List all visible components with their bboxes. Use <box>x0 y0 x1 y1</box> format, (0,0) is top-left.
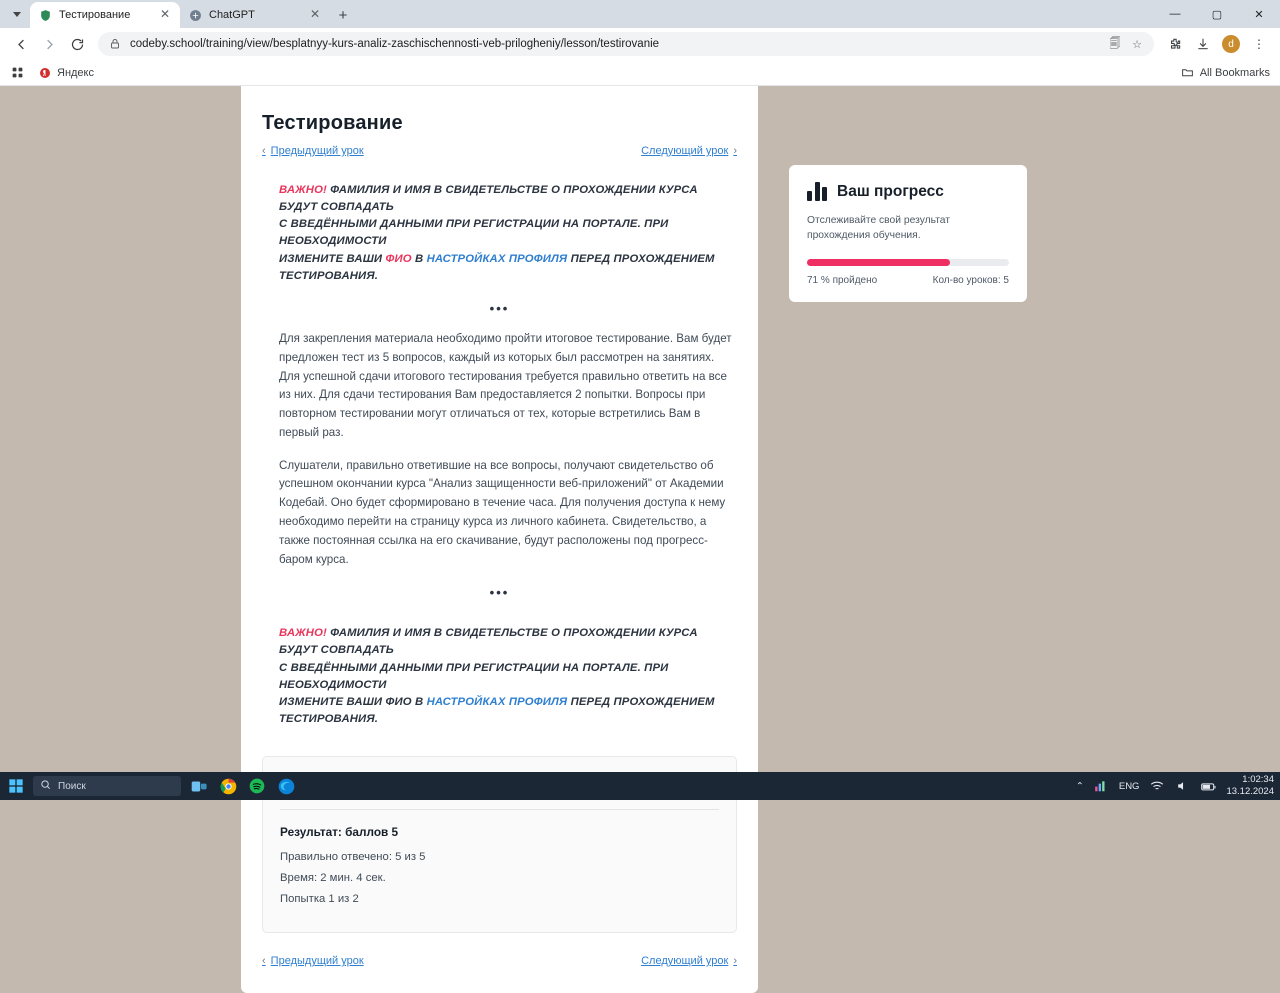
maximize-button[interactable]: ▢ <box>1211 8 1223 21</box>
chevron-left-icon: ‹ <box>262 955 266 968</box>
avatar: d <box>1222 35 1240 53</box>
lesson-paragraph-1: Для закрепления материала необходимо пройти итоговое тестирование. Вам будет предложен тест из 5 вопросов, каждый из которых был рассмотрен на занятиях. Для успешной сдачи итогового тестирования требуется правильно ответить на все из них. Для сдачи тестирования Вам предоставляется 2 попытки. Вопросы при повторном тестировании могут отличаться от тех, которые встретились Вам в первый раз. <box>279 331 732 439</box>
tab-search-button[interactable] <box>4 0 30 28</box>
taskbar-search-placeholder: Поиск <box>58 780 86 792</box>
prev-lesson-label-bottom: Предыдущий урок <box>270 955 364 968</box>
chatgpt-icon <box>188 8 202 22</box>
yandex-icon <box>38 66 52 80</box>
browser-tab-1-title: Тестирование <box>59 9 131 21</box>
progress-card-title: Ваш прогресс <box>837 182 944 200</box>
notice-line3-pre: ИЗМЕНИТЕ ВАШИ <box>279 252 386 265</box>
volume-icon[interactable] <box>1174 778 1191 795</box>
page-title: Тестирование <box>262 112 403 134</box>
notice-fio: ФИО <box>385 252 412 265</box>
progress-lessons-label: Кол-во уроков: 5 <box>932 274 1009 286</box>
lesson-nav-top <box>262 145 737 157</box>
chrome-icon[interactable] <box>217 775 239 797</box>
back-button[interactable] <box>8 31 34 57</box>
stats-icon[interactable] <box>1093 778 1110 795</box>
notice-line1: ФАМИЛИЯ И ИМЯ В СВИДЕТЕЛЬСТВЕ О ПРОХОЖДЕНИИ КУРСА БУДУТ СОВПАДАТЬ <box>279 184 698 214</box>
profile-button[interactable] <box>1218 31 1244 57</box>
browser-tab-2[interactable] <box>180 2 330 28</box>
task-view-icon[interactable] <box>188 775 210 797</box>
lesson-nav-bottom <box>262 955 737 967</box>
browser-tab-2-title: ChatGPT <box>209 9 255 21</box>
folder-icon <box>1181 66 1195 80</box>
apps-grid-icon[interactable] <box>10 66 24 80</box>
notice-line2: С ВВЕДЁННЫМИ ДАННЫМИ ПРИ РЕГИСТРАЦИИ НА ПОРТАЛЕ. ПРИ НЕОБХОДИМОСТИ <box>279 218 669 248</box>
progress-card-header <box>807 182 1009 201</box>
language-indicator[interactable]: ENG <box>1118 780 1140 792</box>
notice2-important-label: ВАЖНО! <box>279 627 327 640</box>
test-correct-line: Правильно отвечено: 5 из 5 <box>280 851 426 864</box>
spotify-icon[interactable] <box>246 775 268 797</box>
chevron-right-icon: › <box>733 955 737 968</box>
lock-icon <box>108 37 122 51</box>
wifi-icon[interactable] <box>1148 778 1165 795</box>
shield-icon <box>38 8 52 22</box>
address-bar[interactable] <box>98 32 1154 56</box>
taskbar-tray <box>1076 774 1274 797</box>
lesson-content-card <box>241 86 758 993</box>
bookmarks-bar <box>0 60 1280 86</box>
next-lesson-link-bottom[interactable] <box>641 955 737 967</box>
important-notice-top <box>262 182 737 285</box>
reload-button[interactable] <box>64 31 90 57</box>
progress-card-subtitle: Отслеживайте свой результат прохождения обучения. <box>807 215 951 242</box>
chevron-left-icon: ‹ <box>262 145 266 157</box>
bar-chart-icon <box>807 182 827 201</box>
profile-settings-link-top[interactable]: НАСТРОЙКАХ ПРОФИЛЯ <box>426 252 568 265</box>
browser-toolbar <box>0 28 1280 60</box>
minimize-button[interactable]: — <box>1169 8 1181 20</box>
browser-tab-1[interactable] <box>30 2 180 28</box>
address-bar-url: codeby.school/training/view/besplatnyy-kurs-analiz-zaschischennosti-veb-prilogheniy/lesson/testirovanie <box>130 38 660 50</box>
progress-percent-label: 71 % пройдено <box>807 274 878 286</box>
star-icon[interactable]: ☆ <box>1132 38 1142 51</box>
extensions-icon[interactable] <box>1162 31 1188 57</box>
prev-lesson-label-top: Предыдущий урок <box>270 145 364 157</box>
battery-icon[interactable] <box>1200 778 1217 795</box>
close-window-button[interactable]: ✕ <box>1254 8 1264 21</box>
notice2-line3-post: ПЕРЕД ПРОХОЖДЕНИЕМ ТЕСТИРОВАНИЯ. <box>279 695 715 726</box>
bookmark-yandex[interactable] <box>38 66 94 80</box>
notice-line3-mid: В <box>411 252 427 265</box>
prev-lesson-link-bottom[interactable] <box>262 955 364 967</box>
all-bookmarks-label: All Bookmarks <box>1199 66 1270 79</box>
taskbar-clock[interactable] <box>1226 774 1274 797</box>
tab-strip <box>0 0 1280 28</box>
download-icon[interactable] <box>1190 31 1216 57</box>
windows-icon[interactable] <box>6 776 26 796</box>
all-bookmarks-button[interactable] <box>1181 66 1270 80</box>
chevron-right-icon: › <box>733 145 737 157</box>
taskbar-search[interactable] <box>33 776 181 796</box>
section-divider-dots-1: ••• <box>489 300 510 316</box>
close-icon[interactable]: ✕ <box>159 7 171 21</box>
new-tab-button[interactable]: + <box>338 6 348 24</box>
lesson-paragraph-2: Слушатели, правильно ответившие на все вопросы, получают свидетельство об успешном окончании курса "Анализ защищенности веб-приложений" от Академии Кодебай. Оно будет сформировано в течение часа. Для получения доступа к нему необходимо перейти на страницу курса из личного кабинета. Свидетельство, а также постоянная ссылка на его скачивание, будут расположены под прогресс-баром курса. <box>279 458 726 566</box>
close-icon[interactable]: ✕ <box>309 7 321 21</box>
next-lesson-label-bottom: Следующий урок <box>641 955 729 968</box>
progress-card <box>789 165 1027 302</box>
section-divider-dots-2: ••• <box>489 585 510 601</box>
progress-card-footer <box>807 275 1009 286</box>
forward-button[interactable] <box>36 31 62 57</box>
kebab-icon[interactable]: ⋮ <box>1253 37 1265 51</box>
notice-line3-post: ПЕРЕД ПРОХОЖДЕНИЕМ ТЕСТИРОВАНИЯ. <box>279 252 715 282</box>
clock-date: 13.12.2024 <box>1226 786 1274 797</box>
translate-icon[interactable]: 🗐 <box>1109 37 1121 50</box>
test-attempt-line: Попытка 1 из 2 <box>280 893 359 906</box>
next-lesson-label-top: Следующий урок <box>641 145 729 157</box>
prev-lesson-link-top[interactable] <box>262 145 364 157</box>
edge-icon[interactable] <box>275 775 297 797</box>
test-score-title: Результат: баллов 5 <box>280 825 399 840</box>
profile-settings-link-bottom[interactable]: НАСТРОЙКАХ ПРОФИЛЯ <box>426 695 568 708</box>
progress-bar <box>807 259 1009 266</box>
notice2-line1: ФАМИЛИЯ И ИМЯ В СВИДЕТЕЛЬСТВЕ О ПРОХОЖДЕНИИ КУРСА БУДУТ СОВПАДАТЬ <box>279 627 698 657</box>
window-controls <box>1154 0 1280 28</box>
search-icon <box>40 779 51 793</box>
windows-taskbar <box>0 772 1280 800</box>
tray-chevron-icon[interactable]: ⌃ <box>1075 780 1084 792</box>
chevron-down-icon <box>13 12 21 17</box>
notice-important-label: ВАЖНО! <box>279 184 327 196</box>
important-notice-bottom <box>262 625 737 728</box>
test-time-line: Время: 2 мин. 4 сек. <box>280 872 386 885</box>
clock-time: 1:02:34 <box>1242 774 1274 786</box>
next-lesson-link-top[interactable] <box>641 145 737 157</box>
bookmark-yandex-label: Яндекс <box>57 66 94 79</box>
notice2-line3-pre: ИЗМЕНИТЕ ВАШИ ФИО В <box>279 695 427 708</box>
notice2-line2: С ВВЕДЁННЫМИ ДАННЫМИ ПРИ РЕГИСТРАЦИИ НА ПОРТАЛЕ. ПРИ НЕОБХОДИМОСТИ <box>279 661 669 691</box>
